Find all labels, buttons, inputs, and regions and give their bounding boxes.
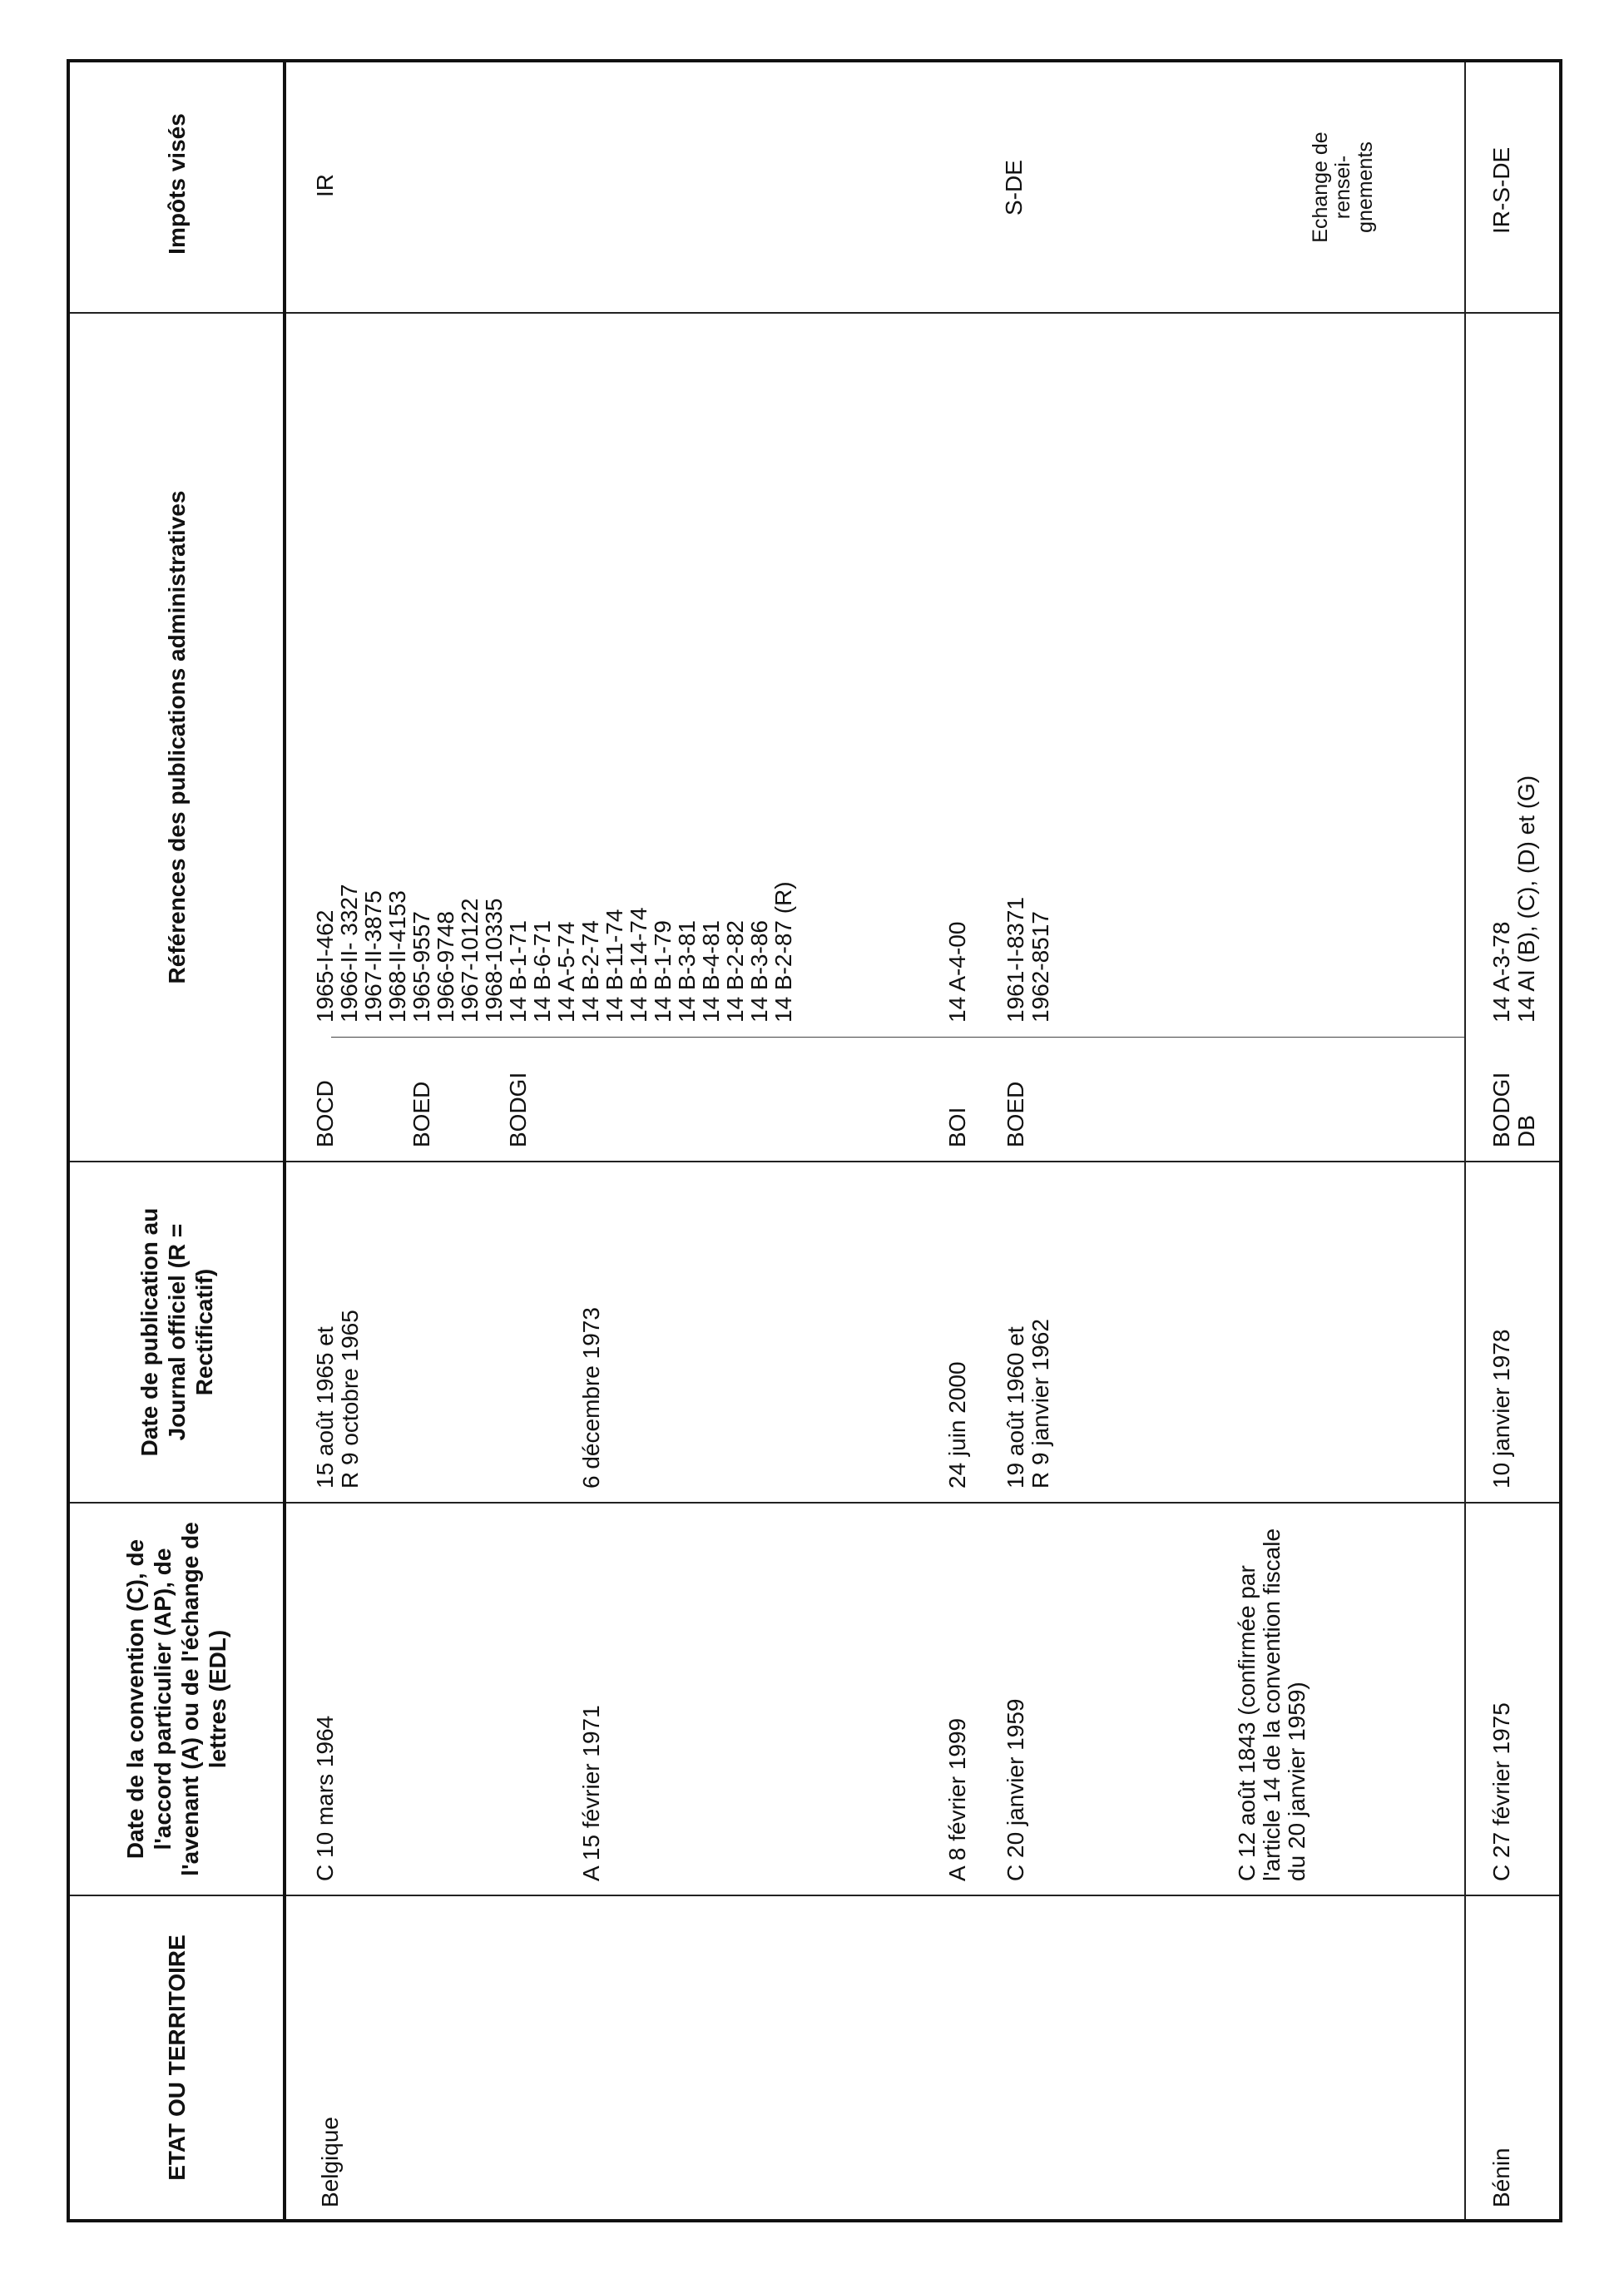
publication-date: R 9 janvier 1962	[1027, 1319, 1053, 1489]
convention-date: A 15 février 1971	[578, 1705, 604, 1881]
publication-date: 6 décembre 1973	[578, 1307, 604, 1489]
reference-item: 14 B-3-86	[746, 920, 772, 1023]
reference-item: 1966-II- 3327	[336, 884, 362, 1023]
reference-list	[313, 881, 795, 1023]
tax-type: S-DE	[1001, 160, 1027, 216]
publication-label: BOED	[1003, 1081, 1028, 1147]
header-etat: ETAT OU TERRITOIRE	[163, 1935, 190, 2181]
convention-date: C 20 janvier 1959	[1003, 1698, 1028, 1881]
tax-type: IR-S-DE	[1488, 146, 1514, 234]
publication-date: 24 juin 2000	[944, 1361, 970, 1489]
reference-item: 14 B-2-82	[722, 920, 748, 1023]
publication-date: R 9 octobre 1965	[337, 1310, 363, 1489]
reference-item: 14 B-1-79	[650, 920, 676, 1023]
tax-type: Echange de rensei- gnements	[1309, 131, 1377, 243]
publication-date: 19 août 1960 et	[1003, 1326, 1028, 1489]
reference-item: 1968-II-4153	[384, 890, 410, 1023]
reference-item: 1961-I-8371	[1003, 896, 1028, 1023]
reference-item: 14 A-4-00	[944, 921, 970, 1023]
header-date-convention: Date de la convention (C), de l'accord particulier (AP), de l'avenant (A) ou de l'échange de lettres (EDL)	[122, 1522, 230, 1876]
column-divider	[70, 312, 1559, 314]
sub-column-divider	[331, 1037, 1464, 1038]
tax-type: IR	[312, 174, 338, 197]
reference-item: 14 B-2-74	[577, 920, 603, 1023]
reference-item: 14 B-1-71	[505, 920, 531, 1023]
reference-item: 1967-II-3875	[360, 890, 386, 1023]
column-divider	[70, 1895, 1559, 1896]
reference-item: 14 B-11-74	[602, 909, 627, 1023]
publication-date: 15 août 1965 et	[312, 1326, 338, 1489]
convention-date: A 8 février 1999	[944, 1717, 970, 1881]
publication-label: BOCD	[312, 1080, 338, 1147]
reference-item: 1967-10122	[457, 898, 483, 1023]
convention-date: C 10 mars 1964	[312, 1715, 338, 1881]
row-divider	[1464, 62, 1466, 2219]
publication-label: DB	[1513, 1115, 1539, 1147]
column-divider	[70, 1161, 1559, 1162]
reference-item: 14 B-2-87 (R)	[770, 881, 796, 1023]
reference-item: 1965-9557	[408, 911, 434, 1023]
convention-date: C 27 février 1975	[1488, 1702, 1514, 1881]
reference-item: 1968-10335	[481, 898, 507, 1023]
reference-item: 14 B-4-81	[698, 920, 724, 1023]
reference-item: 14 A-3-78	[1488, 921, 1514, 1023]
column-divider	[70, 1502, 1559, 1504]
reference-item: 1965-I-462	[312, 909, 338, 1023]
reference-item: 14 B-6-71	[529, 920, 555, 1023]
reference-item: 1962-8517	[1027, 911, 1053, 1023]
reference-item: 14 B-14-74	[626, 907, 651, 1023]
state-name: Bénin	[1488, 2148, 1514, 2207]
reference-item: 1966-9748	[433, 911, 458, 1023]
header-references: Références des publications administratives	[163, 490, 190, 984]
publication-label: BOED	[408, 1081, 434, 1147]
publication-label: BODGI	[1488, 1072, 1514, 1147]
reference-item: 14 AI (B), (C), (D) et (G)	[1513, 775, 1539, 1023]
reference-item: 14 A-5-74	[553, 921, 579, 1023]
reference-item: 14 B-3-81	[674, 920, 700, 1023]
publication-label: BODGI	[505, 1072, 531, 1147]
header-impots: Impôts visés	[163, 113, 190, 255]
header-divider	[283, 62, 286, 2219]
publication-date: 10 janvier 1978	[1488, 1329, 1514, 1489]
state-name: Belgique	[317, 2117, 343, 2207]
header-date-publication: Date de publication au Journal officiel (R = Rectificatif)	[136, 1207, 217, 1457]
tax-convention-table	[67, 59, 1562, 2222]
publication-label: BOI	[944, 1107, 970, 1147]
convention-date: C 12 août 1843 (confirmée par l'article 14 de la convention fiscale du 20 janvier 1959)	[1234, 1528, 1310, 1881]
